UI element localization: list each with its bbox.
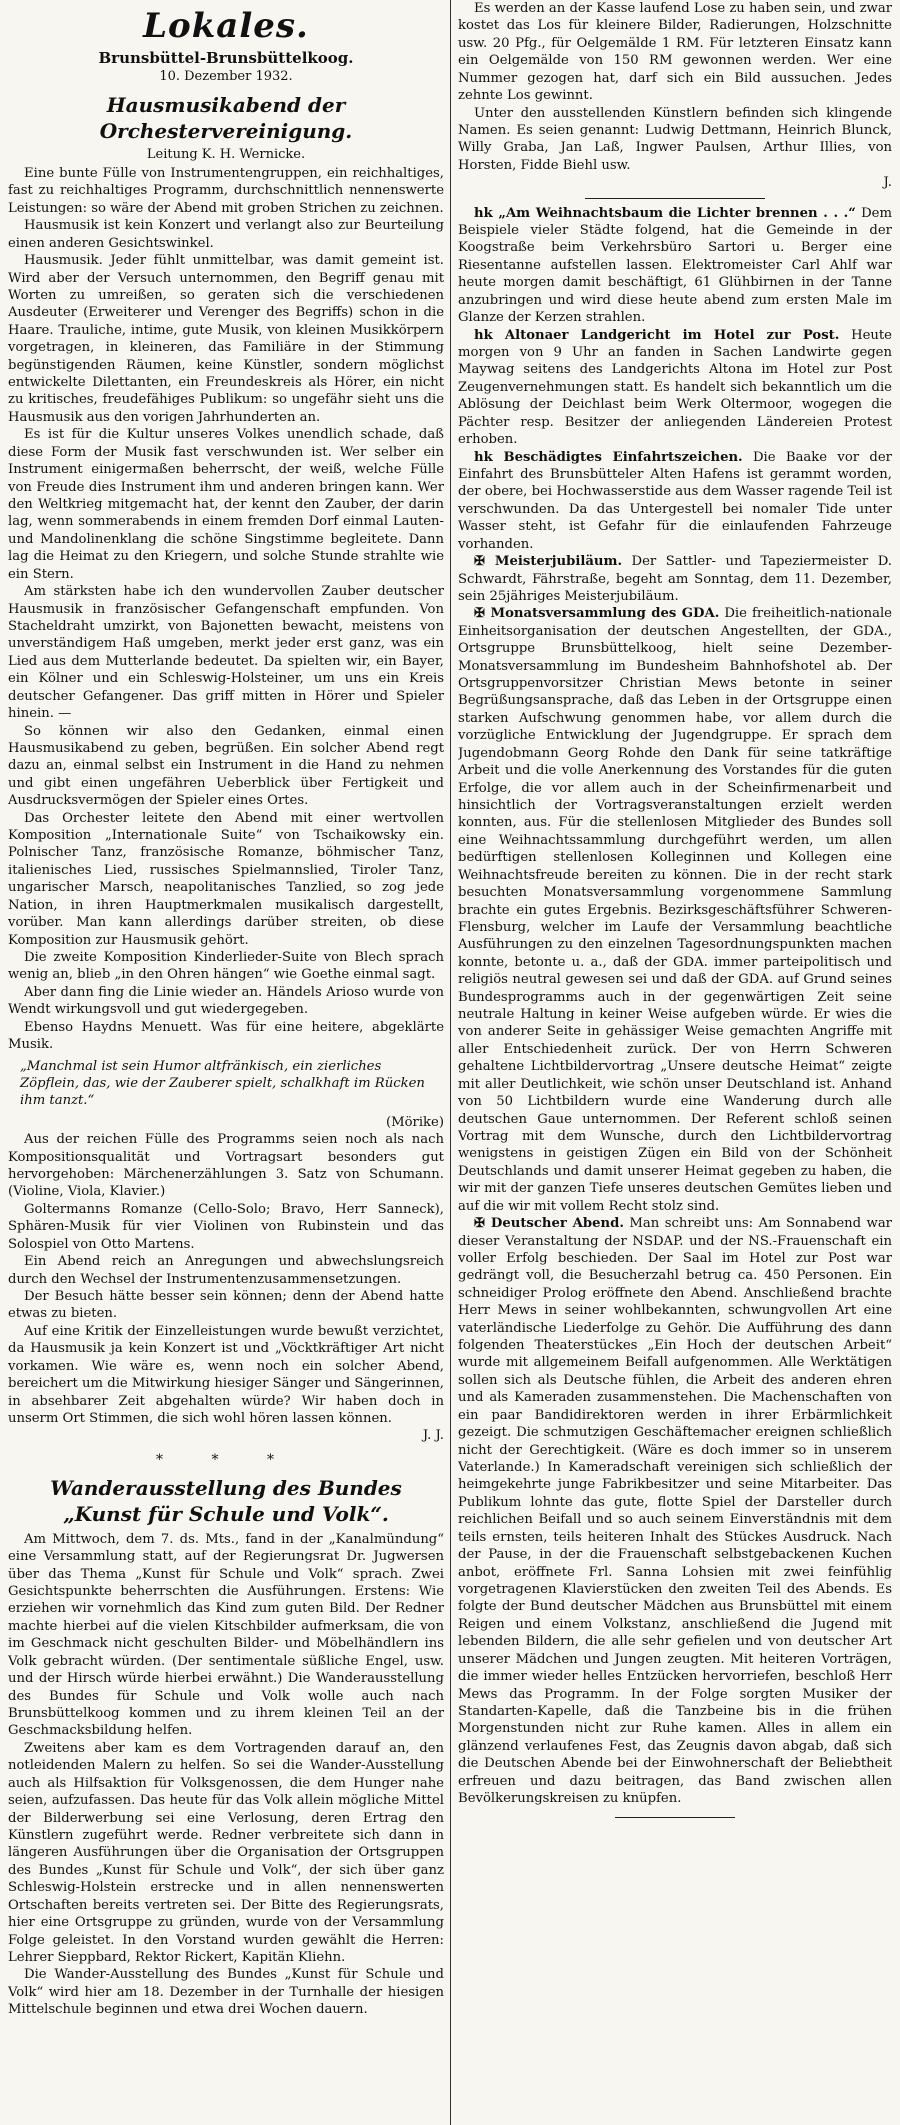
article-paragraph: Der Besuch hätte besser sein können; denn der Abend hatte etwas zu bieten. <box>8 1289 444 1322</box>
article-title: Hausmusikabend der Orchestervereinigung. <box>99 93 353 143</box>
article-paragraph: Goltermanns Romanze (Cello-Solo; Bravo, Herr Sanneck), Sphären-Musik für vier Violinen von Rubinstein und das Solospiel von Otto Martens. <box>8 1201 444 1252</box>
end-rule <box>615 1817 735 1818</box>
news-item-text: Der Sattler- und Tapeziermeister D. Schwardt, Fährstraße, begeht am Sonntag, dem 11. Dezember, sein 25jähriges Meisterjubiläum. <box>458 554 892 604</box>
article-paragraph: Das Orchester leitete den Abend mit einer wertvollen Komposition „Internationale Suite“ von Tschaikowsky ein. Polnischer Tanz, französische Romanze, böhmischer Tanz, italienisches Lied, russisches Spielmannslied, Tiroler Tanz, ungarischer Marsch, neapolitanisches Tanzlied, so zog jede Nation, in ihren Hauptmerkmalen musikalisch dargestellt, vorüber. Man kann allerdings darüber streiten, ob diese Komposition zur Hausmusik gehört. <box>8 810 444 948</box>
article-lead: Leitung K. H. Wernicke. <box>146 147 306 162</box>
article-title-line: Wanderausstellung des Bundes <box>50 1475 402 1500</box>
article-paragraph: Ein Abend reich an Anregungen und abwechslungsreich durch den Wechsel der Instrumentenzusammensetzungen. <box>8 1254 444 1287</box>
masthead: Lokales. <box>143 6 309 46</box>
article-paragraph: Am stärksten habe ich den wundervollen Zauber deutscher Hausmusik in französischer Gefangenschaft empfunden. Von Stacheldraht umzirkt, von Bajonetten bewacht, meistens von unverständigem Haß umgeben, merkt jeder erst ganz, was ein Lied aus dem Mutterlande bedeutet. Da spielten wir, ein Bayer, ein Kölner und ein Schleswig-Holsteiner, um uns ein Kreis deutscher Gefangener. Das griff mitten in Hörer und Spieler hinein. — <box>8 584 444 722</box>
article-paragraph: Hausmusik. Jeder fühlt unmittelbar, was damit gemeint ist. Wird aber der Versuch unternommen, den Begriff genau mit Worten zu umreißen, so geraten sich die verschiedenen Ausdeuter (Erweiterer und Verenger des Begriffs) schon in die Haare. Trauliche, intime, gute Musik, von kleinen Musikkörpern vorgetragen, in kleineren, das Familiäre in der Stimmung begünstigenden Räumen, keine Künstler, sondern möglichst entwickelte Dilettanten, ein Freundeskreis als Hörer, ein nicht zu kritisches, freudefähiges Publikum: so ungefähr sieht uns die Hausmusik aus den vorigen Jahrhunderten an. <box>8 253 444 425</box>
news-item <box>458 449 892 554</box>
poem-author: (Mörike) <box>385 1114 444 1130</box>
article-paragraph: Am Mittwoch, dem 7. ds. Mts., fand in der „Kanalmündung“ eine Versammlung statt, auf der Regierungsrat Dr. Jugwersen über das Thema „Kunst für Schule und Volk“ sprach. Zwei Gesichtspunkte beherrschten die Ausführungen. Erstens: Wie erziehen wir vornehmlich das Kind zum guten Bild. Der Redner machte hierbei auf die vielen Kitschbilder aufmerksam, die von im Geschmack nicht geschulten Bilder- und Möbelhändlern ins Volk gebracht würden. (Der sentimentale süßliche Engel, usw. und der Hirsch würde hierbei erwähnt.) Die Wanderausstellung des Bundes für Schule und Volk wolle auch nach Brunsbüttelkoog kommen und zu ihrem kleinen Teil an der Geschmacksbildung helfen. <box>8 1531 444 1739</box>
poem-quote: „Manchmal ist sein Humor altfränkisch, ein zierliches Zöpflein, das, wie der Zauberer spielt, schalkhaft im Rücken ihm tanzt.“ <box>20 1058 425 1109</box>
news-item-head: hk „Am Weihnachtsbaum die Lichter brennen . . .“ <box>474 205 856 221</box>
article-paragraph: Auf eine Kritik der Einzelleistungen wurde bewußt verzichtet, da Hausmusik ja kein Konzert ist und „Vöcktkräftiger Art nicht vorkamen. Wie wäre es, wenn noch ein solcher Abend, bereichert um die Mitwirkung hiesiger Sänger und Sängerinnen, in absehbarer Zeit abgehalten würde? Wir haben doch in unserm Ort Stimmen, die sich wohl hören lassen können. <box>8 1323 444 1426</box>
dateline: 10. Dezember 1932. <box>159 69 293 84</box>
news-item <box>458 205 892 327</box>
news-item-head: hk Altonaer Landgericht im Hotel zur Post. <box>474 327 840 343</box>
article-paragraph: Es ist für die Kultur unseres Volkes unendlich schade, daß diese Form der Musik fast verschwunden ist. Wer selber ein Instrument einigermaßen beherrscht, der weiß, welche Fülle von Freude dies Instrument ihm und anderen bringen kann. Wer den Weltkrieg mitgemacht hat, der kennt den Zauber, der darin lag, wenn sommerabends in einem fremden Dorf einmal Lauten- und Mandolinenklang die schöne Singstimme begleitete. Dann lag die Heimat zu den Kriegern, und solche Stunde strahlte wie ein Stern. <box>8 427 444 582</box>
article-paragraph: Aus der reichen Fülle des Programms seien noch als nach Kompositionsqualität und Vortragsart besonders gut hervorgehoben: Märchenerzählungen 3. Satz von Schumann. (Violine, Viola, Klavier.) <box>8 1132 444 1200</box>
news-item <box>458 327 892 449</box>
news-item-head: ✠ Monatsversammlung des GDA. <box>474 606 720 622</box>
news-item-head: ✠ Deutscher Abend. <box>474 1216 624 1232</box>
section-separator: * * * <box>156 1451 296 1468</box>
news-item-text: Man schreibt uns: Am Sonnabend war dieser Veranstaltung der NSDAP. und der NS.-Frauenschaft ein voller Erfolg beschieden. Der Saal im Hotel zur Post war gedrängt voll, die Besucherzahl betrug ca. 450 Personen. Ein schneidiger Prolog eröffnete den Abend. Anschließend brachte Herr Mews in seiner wohlbekannten, schwungvollen Art eine vaterländische Liederfolge zu Gehör. Die Aufführung des dann folgenden Theaterstückes „Ein Hoch der deutschen Arbeit“ wurde mit allgemeinem Beifall aufgenommen. Alle Werktätigen sollen sich als Deutsche fühlen, die Arbeit des anderen ehren und als Kameraden zusammenstehen. Die Machenschaften von ein paar Bandidirektoren werden in ihrer Erbärmlichkeit gezeigt. Die schmutzigen Geschäftemacher ereignen schließlich nicht der Gerechtigkeit. (Wäre es doch immer so in unserem Vaterlande.) In Kameradschaft vereinigen sich schließlich der heimgekehrte junge Fabrikbesitzer und seine Mitarbeiter. Das Publikum lohnte das gute, flotte Spiel der Darsteller durch reichlichen Beifall und so auch seinem Einverständnis mit dem teils ernsten, teils heiteren Inhalt des Stückes Ausdruck. Nach der Pause, in der die Frauenschaft selbstgebackenen Kuchen anbot, eröffnete Frl. Sanna Lohsien mit zwei feinfühlig vorgetragenen Klavierstücken den zweiten Teil des Abends. Es folgte der Bund deutscher Mädchen aus Brunsbüttel mit einem Reigen und einem Volkstanz, anschließend die Jugend mit lebenden Bildern, die alle sehr gefielen und von deutscher Art unserer Mädchen und Jungen zeugten. Mit heiteren Vorträgen, die immer wieder helles Entzücken hervorriefen, beschloß Herr Mews das Programm. In der Folge sorgten Musiker der Standarten-Kapelle, daß die Tanzbeine bis in die frühen Morgenstunden nicht zur Ruhe kamen. Alles in allem ein glänzend verlaufenes Fest, das Zeugnis davon abgab, daß sich die Deutschen Abende bei der Einwohnerschaft der Beliebtheit erfreuen und dazu beitragen, das Band zwischen allen Bevölkerungskreisen zu knüpfen. <box>458 1216 892 1807</box>
news-item <box>458 553 892 605</box>
article-title <box>8 1475 444 1527</box>
news-item-text: Die freiheitlich-nationale Einheitsorganisation der deutschen Angestellten, der GDA., Ortsgruppe Brunsbüttelkoog, hielt seine Dezember-Monatsversammlung im Bundesheim Bahnhofshotel ab. Der Ortsgruppenvorsitzer Christian Mews betonte in seiner Begrüßungsansprache, daß das Leben in der Ortsgruppe einen starken Aufschwung genommen habe, vor allem durch die vorzügliche Entwicklung der Jugendgruppe. Er sprach dem Jugendobmann Georg Rohde den Dank für seine tatkräftige Arbeit und die volle Anerkennung des Vorstandes für die guten Erfolge, die vor allem auch in der Scheinfirmenarbeit und hinsichtlich der Vortragsveranstaltungen erzielt werden konnten, aus. Für die stellenlosen Mitglieder des Bundes soll eine Weihnachtssammlung durchgeführt werden, um allen bedürftigen stellenlosen Kolleginnen und Kollegen eine Weihnachtsfreude bereiten zu können. Die in der recht stark besuchten Monatsversammlung vorgenommene Sammlung brachte ein gutes Ergebnis. Bezirksgeschäftsführer Schweren-Flensburg, welcher im Laufe der Versammlung beachtliche Ausführungen zu den einzelnen Tagesordnungspunkten machen konnte, betonte u. a., daß der GDA. immer parteipolitisch und religiös neutral gewesen sei und daß der GDA. auf Grund seines Bundesprogramms auch in der gegenwärtigen Zeit seine neutrale Haltung in keiner Weise aufgeben würde. Er wies die von anderer Seite in gehässiger Weise gemachten Angriffe mit aller Entschiedenheit zurück. Der von Herrn Schweren gehaltene Lichtbildervortrag „Unsere deutsche Heimat“ zeigte mit aller Deutlichkeit, wie schön unser Deutschland ist. Anhand von 50 Lichtbildern wurde eine Wanderung durch alle deutschen Gaue unternommen. Der Referent schloß seinen Vortrag mit dem Wunsche, durch den Lichtbildervortrag wenigstens in geistigen Zügen ein Bild von der Schönheit Deutschlands und damit unserer Heimat gegeben zu haben, die wir mit der ganzen Tiefe unseres deutschen Gemütes lieben und auf die wir mit vollem Recht stolz sind. <box>458 606 892 1214</box>
article-paragraph: Ebenso Haydns Menuett. Was für eine heitere, abgeklärte Musik. <box>8 1019 444 1053</box>
article-title-line: „Kunst für Schule und Volk“. <box>63 1501 389 1526</box>
news-item <box>458 605 892 1215</box>
column-divider <box>450 0 451 2125</box>
news-item-head: hk Beschädigtes Einfahrtszeichen. <box>474 449 743 465</box>
left-column <box>8 0 444 2125</box>
news-item-head: ✠ Meisterjubiläum. <box>474 554 623 570</box>
news-item-text: Die Baake vor der Einfahrt des Brunsbütteler Alten Hafens ist gerammt worden, der obere, bei Hochwasserstide aus dem Wasser ragende Teil ist verschwunden. Da das Untergestell bei nomaler Tide unter Wasser steht, ist Gefahr für die einlaufenden Fahrzeuge vorhanden. <box>458 449 892 552</box>
news-item <box>458 1215 892 1807</box>
article-paragraph: Hausmusik ist kein Konzert und verlangt also zur Beurteilung einen anderen Gesichtswinkel. <box>8 218 444 251</box>
article-paragraph: Zweitens aber kam es dem Vortragenden darauf an, den notleidenden Malern zu helfen. So sei die Wander-Ausstellung auch als Hilfsaktion für Volksgenossen, die dem Hunger nahe seien, aufzufassen. Das heute für das Volk allein mögliche Mittel der Bilderwerbung sei eine Verlosung, deren Ertrag den Künstlern zugeführt werde. Redner verbreitete sich dann in längeren Ausführungen über die Organisation der Ortsgruppen des Bundes „Kunst für Schule und Volk“, der sich über ganz Schleswig-Holstein erstrecke und in allen nennenswerten Ortschaften bereits vertreten sei. Der Bitte des Regierungsrats, hier eine Ortsgruppe zu gründen, wurde von der Versammlung Folge geleistet. In den Vorstand wurden gewählt die Herren: Lehrer Sieppbard, Rektor Rickert, Kapitän Kliehn. <box>8 1740 444 1965</box>
article-signature: J. J. <box>422 1428 444 1444</box>
article-paragraph: Unter den ausstellenden Künstlern befinden sich klingende Namen. Es seien genannt: Ludwig Dettmann, Heinrich Blunck, Willy Graba, Jan Laß, Ingwer Paulsen, Arthur Illies, von Horsten, Fidde Biehl usw. <box>458 105 892 173</box>
right-column <box>458 0 892 2125</box>
article-paragraph: Eine bunte Fülle von Instrumentengruppen, ein reichhaltiges, fast zu reichhaltiges Programm, durchschnittlich nennenswerte Leistungen: so wäre der Abend mit groben Strichen zu zeichnen. <box>8 166 444 216</box>
subhead: Brunsbüttel-Brunsbüttelkoog. <box>98 49 354 67</box>
article-paragraph: Die zweite Komposition Kinderlieder-Suite von Blech sprach wenig an, blieb „in den Ohren hängen“ wie Goethe einmal sagt. <box>8 949 444 983</box>
article-paragraph: Die Wander-Ausstellung des Bundes „Kunst für Schule und Volk“ wird hier am 18. Dezember in der Turnhalle der hiesigen Mittelschule beginnen und etwa drei Wochen dauern. <box>8 1967 444 2018</box>
article-paragraph: Es werden an der Kasse laufend Lose zu haben sein, und zwar kostet das Los für kleinere Bilder, Radierungen, Holzschnitte usw. 20 Pfg., für Oelgemälde 1 RM. Für letzteren Einsatz kann ein Oelgemälde von 150 RM gewonnen werden. Wer eine Nummer gezogen hat, darf sich ein Bild aussuchen. Jedes zehnte Los gewinnt. <box>458 1 892 104</box>
article-paragraph: So können wir also den Gedanken, einmal einen Hausmusikabend zu geben, begrüßen. Ein solcher Abend regt dazu an, einmal selbst ein Instrument in die Hand zu nehmen und gibt einen ungefähren Ueberblick über Fertigkeit und Ausdrucksvermögen der Spieler eines Ortes. <box>8 723 444 809</box>
article-signature: J. <box>883 175 892 191</box>
news-item-text: Dem Beispiele vieler Städte folgend, hat die Gemeinde in der Koogstraße beim Verkehrsbüro Sartori u. Berger eine Riesentanne aufstellen lassen. Elektromeister Carl Ahlf war heute morgen damit beschäftigt, 61 Glühbirnen in der Tanne anzubringen und wird diese heute abend zum ersten Male im Glanze der Kerzen strahlen. <box>458 205 892 326</box>
news-item-text: Heute morgen von 9 Uhr an fanden in Sachen Landwirte gegen Maywag seitens des Landgerichts Altona im Hotel zur Post Zeugenvernehmungen statt. Es handelt sich bekanntlich um die Ablösung der Deichlast beim Werk Oltermoor, wogegen die Pächter resp. Besitzer der anliegenden Ländereien Protest erhoben. <box>458 327 892 448</box>
divider <box>585 198 765 199</box>
article-paragraph: Aber dann fing die Linie wieder an. Händels Arioso wurde von Wendt wirkungsvoll und gut wiedergegeben. <box>8 984 444 1018</box>
